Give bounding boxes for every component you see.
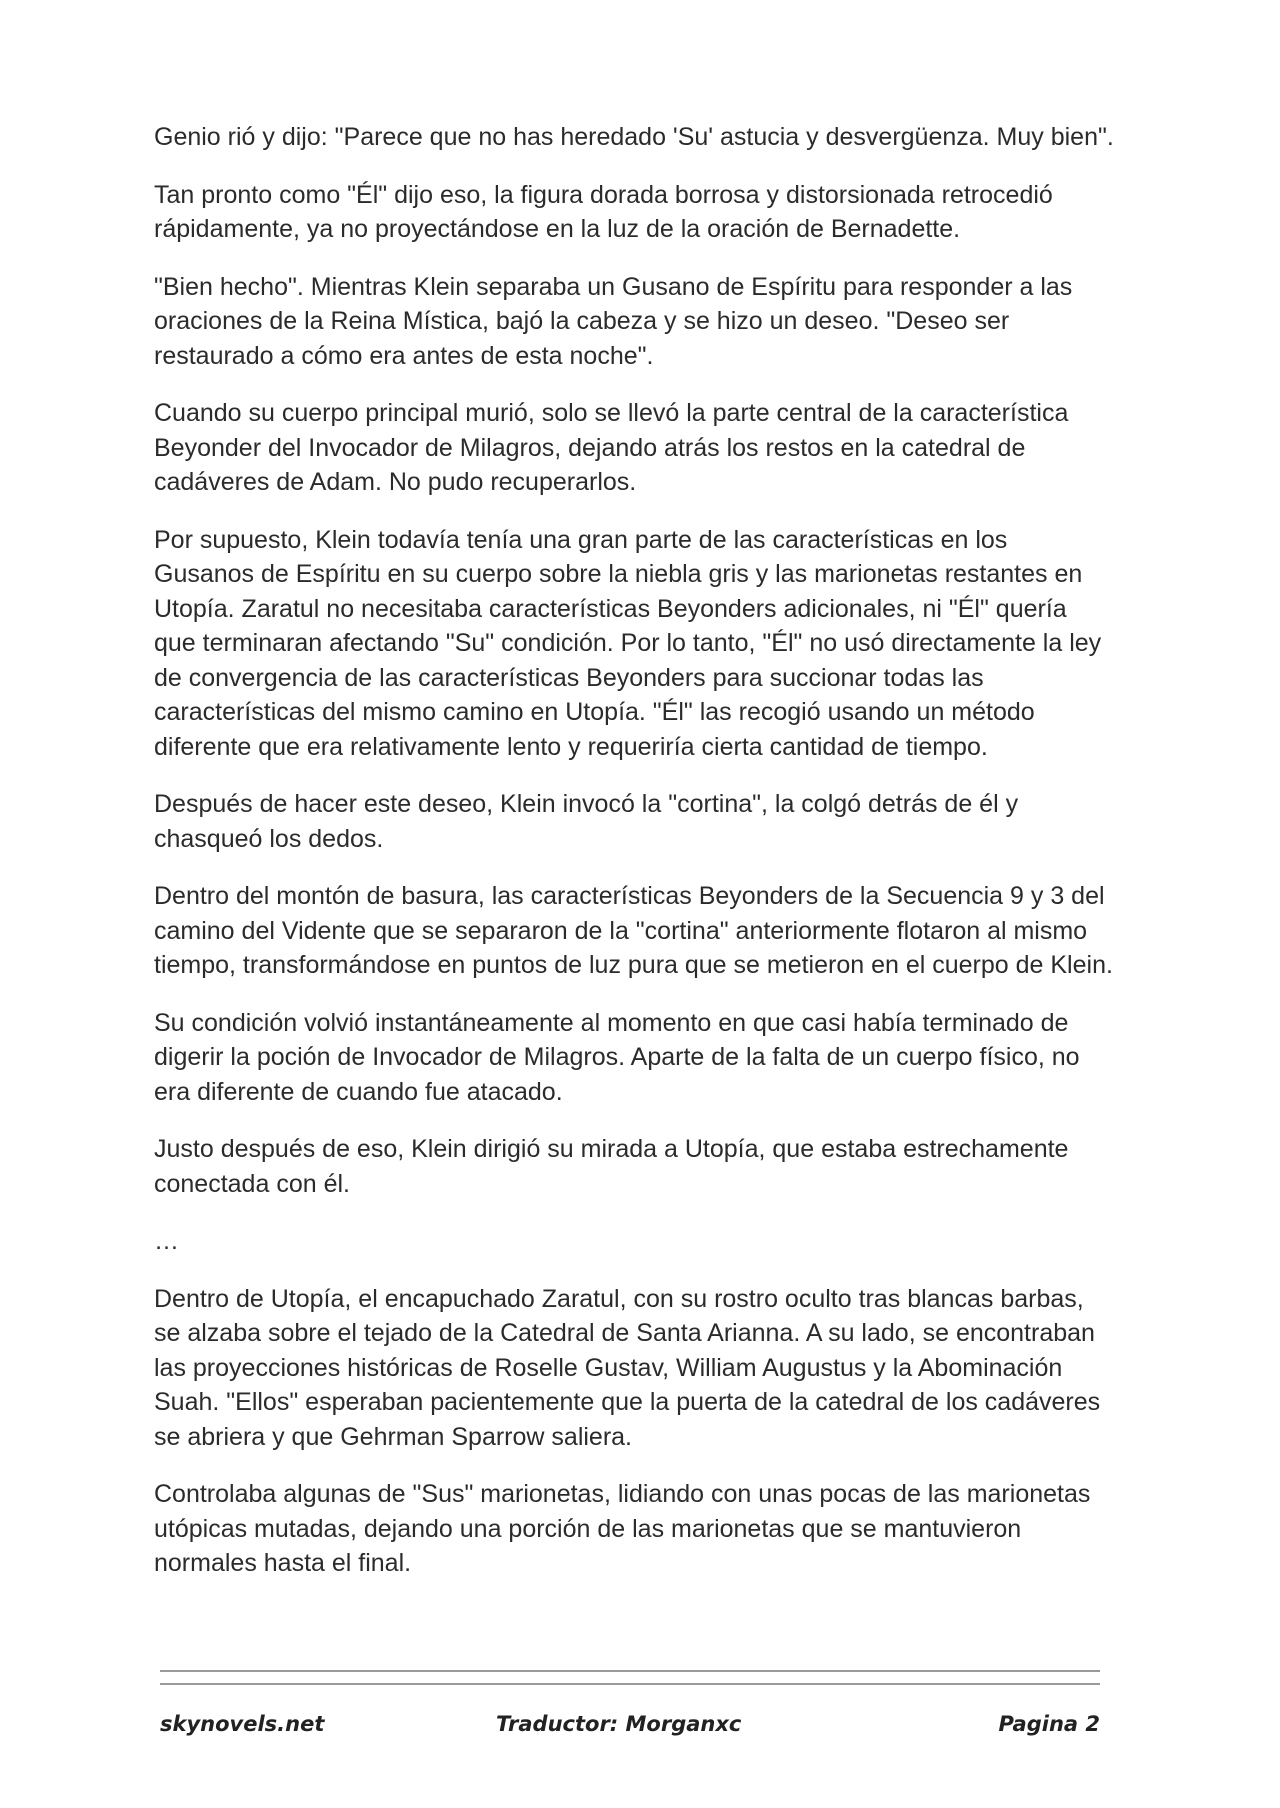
footer-site: skynovels.net (160, 1712, 325, 1736)
paragraph-9: Justo después de eso, Klein dirigió su mirada a Utopía, que estaba estrechamente conectada con él. (154, 1135, 1069, 1198)
footer-page-number: Pagina 2 (998, 1712, 1100, 1736)
page-footer (160, 1712, 1100, 1748)
paragraph-11: Controlaba algunas de "Sus" marionetas, lidiando con unas pocas de las marionetas utópicas mutadas, dejando una porción de las marionetas que se mantuvieron normales hasta el final. (154, 1480, 1091, 1577)
paragraph-8: Su condición volvió instantáneamente al momento en que casi había terminado de digerir la poción de Invocador de Milagros. Aparte de la falta de un cuerpo físico, no era diferente de cuando fue atacado. (154, 1008, 1080, 1106)
paragraph-10: Dentro de Utopía, el encapuchado Zaratul, con su rostro oculto tras blancas barbas, se alzaba sobre el tejado de la Catedral de Santa Arianna. A su lado, se encontraban las proyecciones históricas de Roselle Gustav, William Augustus y la Abominación Suah. "Ellos" esperaban pacientemente que la puerta de la catedral de los cadáveres se abriera y que Gehrman Sparrow saliera. (154, 1284, 1101, 1451)
paragraph-3: "Bien hecho". Mientras Klein separaba un Gusano de Espíritu para responder a las oraciones de la Reina Mística, bajó la cabeza y se hizo un deseo. "Deseo ser restaurado a cómo era antes de esta noche". (154, 272, 1073, 370)
paragraph-2: Tan pronto como "Él" dijo eso, la figura dorada borrosa y distorsionada retrocedió rápidamente, ya no proyectándose en la luz de la oración de Bernadette. (154, 180, 1053, 243)
page-body (154, 120, 1114, 1604)
paragraph-7: Dentro del montón de basura, las características Beyonders de la Secuencia 9 y 3 del camino del Vidente que se separaron de la "cortina" anteriormente flotaron al mismo tiempo, transformándose en puntos de luz pura que se metieron en el cuerpo de Klein. (154, 882, 1113, 979)
paragraph-6: Después de hacer este deseo, Klein invocó la "cortina", la colgó detrás de él y chasqueó los dedos. (154, 790, 1019, 853)
paragraph-5: Por supuesto, Klein todavía tenía una gran parte de las características en los Gusanos de Espíritu en su cuerpo sobre la niebla gris y las marionetas restantes en Utopía. Zaratul no necesitaba características Beyonders adicionales, ni "Él" quería que terminaran afectando "Su" condición. Por lo tanto, "Él" no usó directamente la ley de convergencia de las características Beyonders para succionar todas las características del mismo camino en Utopía. "Él" las recogió usando un método diferente que era relativamente lento y requeriría cierta cantidad de tiempo. (154, 525, 1102, 761)
footer-divider-bottom (160, 1683, 1100, 1685)
paragraph-1: Genio rió y dijo: "Parece que no has heredado 'Su' astucia y desvergüenza. Muy bien". (154, 123, 1114, 151)
scene-break: … (154, 1227, 179, 1255)
footer-translator: Traductor: Morganxc (496, 1712, 742, 1736)
paragraph-4: Cuando su cuerpo principal murió, solo se llevó la parte central de la característica Beyonder del Invocador de Milagros, dejando atrás los restos en la catedral de cadáveres de Adam. No pudo recuperarlos. (154, 399, 1069, 496)
footer-divider-top (160, 1670, 1100, 1672)
